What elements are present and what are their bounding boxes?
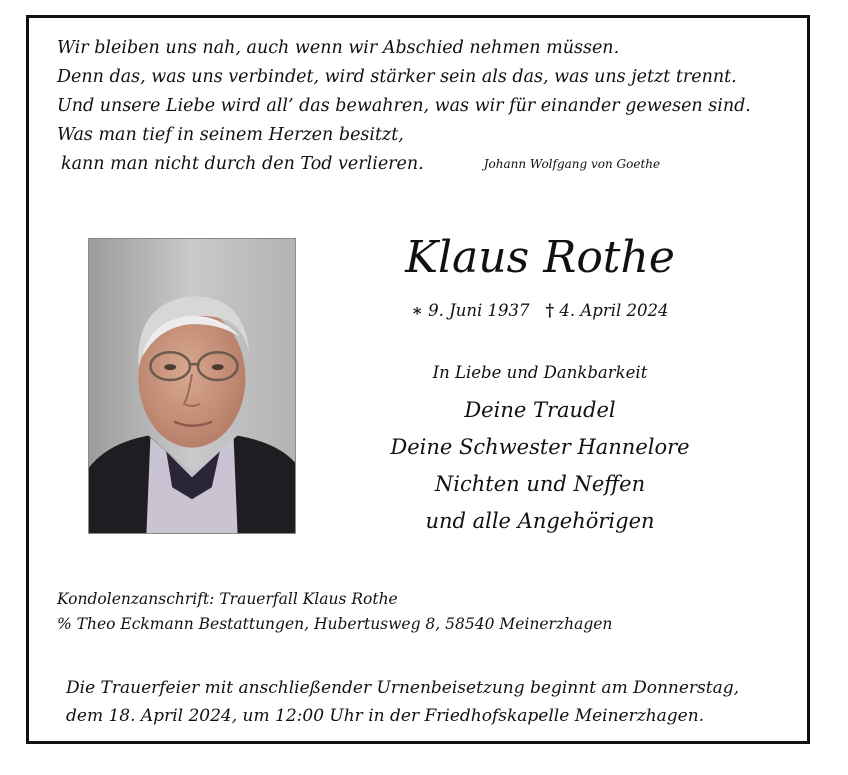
portrait-photo <box>88 238 296 534</box>
mourner-name: Nichten und Neffen <box>434 472 646 496</box>
mourner-name: und alle Angehörigen <box>425 509 655 533</box>
death-date: 4. April 2024 <box>559 301 669 320</box>
birth-star-icon: ∗ <box>411 301 423 320</box>
poem-line: Denn das, was uns verbindet, wird stärker sein als das, was uns jetzt trennt. <box>57 67 737 87</box>
death-cross-icon: † <box>545 301 555 320</box>
ceremony-line: Die Trauerfeier mit anschließender Urnenbeisetzung beginnt am Donnerstag, <box>66 678 740 698</box>
ceremony-notice <box>66 674 739 730</box>
condolence-address <box>57 587 612 637</box>
ceremony-line: dem 18. April 2024, um 12:00 Uhr in der Friedhofskapelle Meinerzhagen. <box>66 706 705 726</box>
mourner-name: Deine Schwester Hannelore <box>390 435 690 459</box>
poem-author: Johann Wolfgang von Goethe <box>483 157 661 171</box>
poem-line: kann man nicht durch den Tod verlieren. <box>61 154 424 174</box>
deceased-name: Klaus Rothe <box>405 232 675 283</box>
portrait-photo-icon <box>89 239 295 533</box>
condolence-line: % Theo Eckmann Bestattungen, Hubertusweg 8, 58540 Meinerzhagen <box>57 615 613 633</box>
birth-date: 9. Juni 1937 <box>428 301 530 320</box>
poem-line: Wir bleiben uns nah, auch wenn wir Abschied nehmen müssen. <box>57 38 620 58</box>
mourners-intro: In Liebe und Dankbarkeit <box>432 363 648 382</box>
poem <box>57 34 797 179</box>
life-dates <box>330 298 750 324</box>
poem-last-line-row <box>57 150 797 179</box>
condolence-line: Kondolenzanschrift: Trauerfall Klaus Rothe <box>57 590 398 608</box>
mourner-name: Deine Traudel <box>464 398 616 422</box>
poem-line: Und unsere Liebe wird all’ das bewahren, was wir für einander gewesen sind. <box>57 96 751 116</box>
poem-line: Was man tief in seinem Herzen besitzt, <box>57 125 404 145</box>
